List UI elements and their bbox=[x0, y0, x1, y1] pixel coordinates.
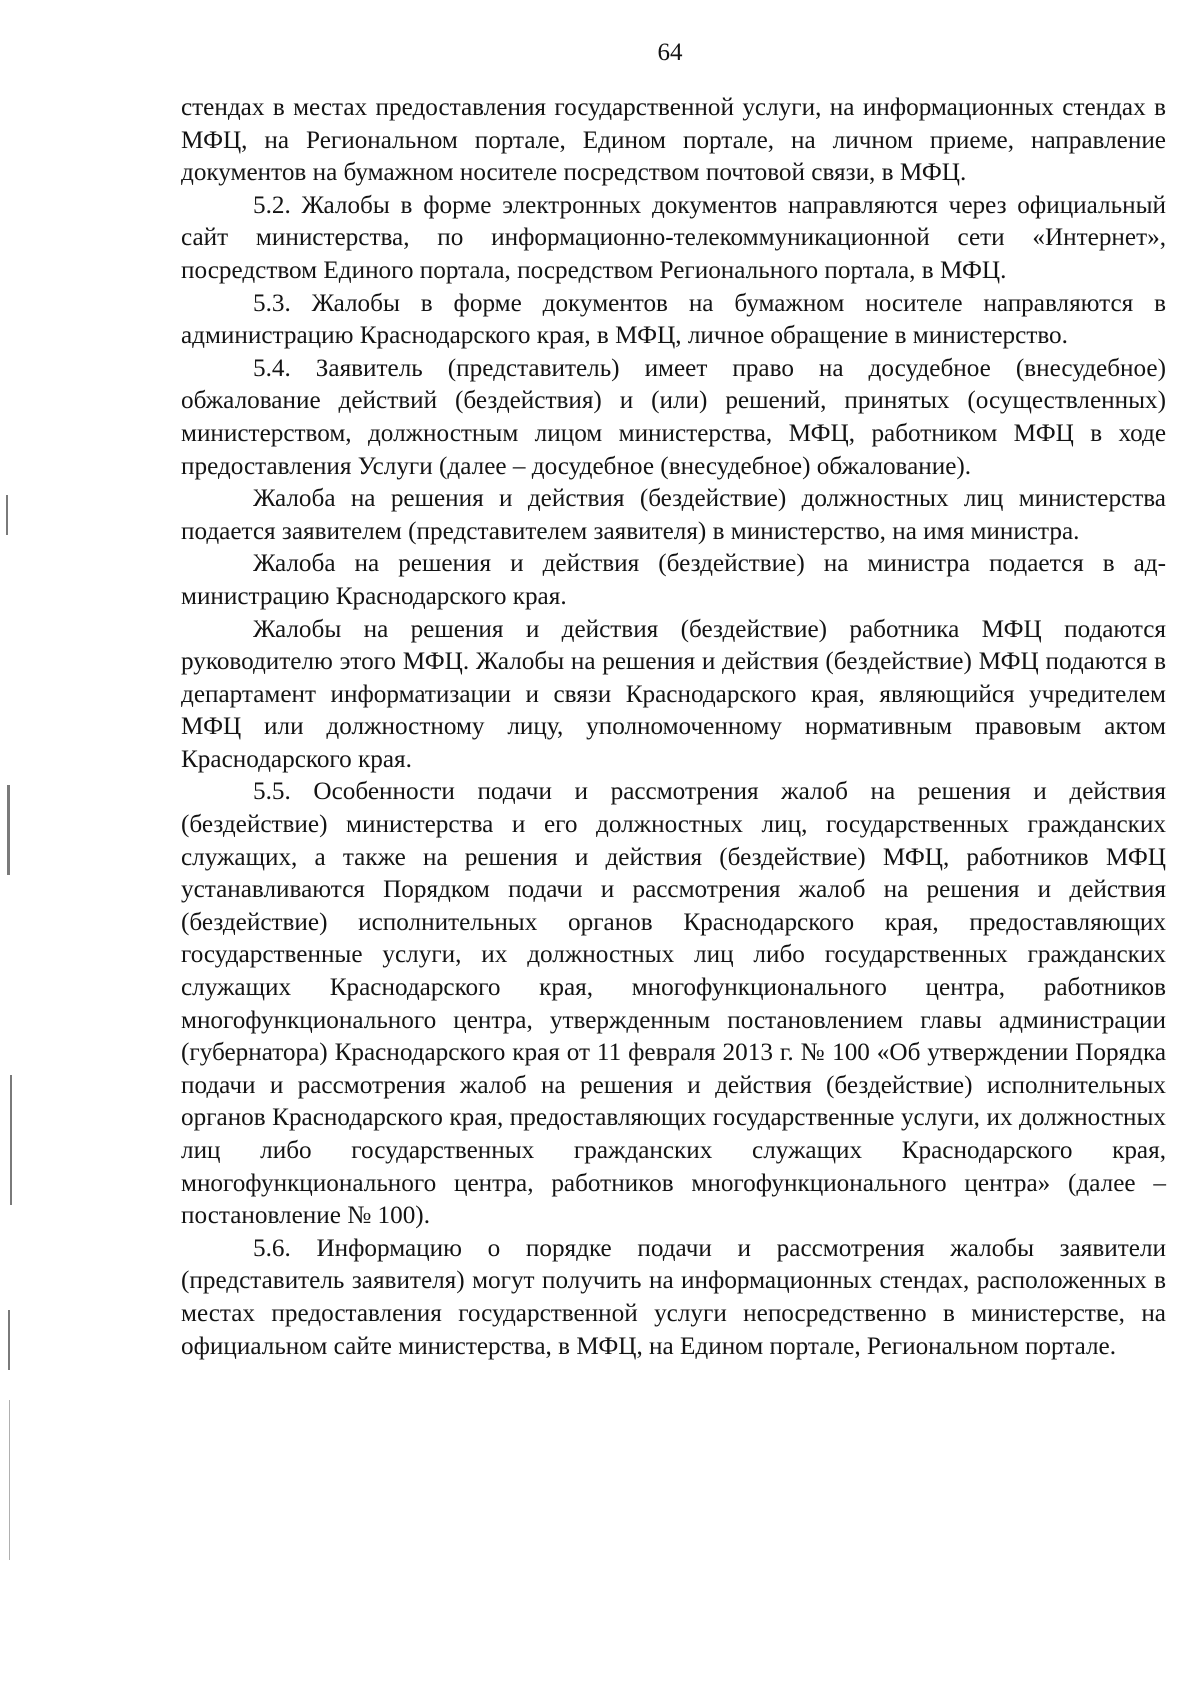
paragraph: Жалобы на решения и действия (бездействие) работника МФЦ подаются руководителю этого МФЦ. Жалобы на решения и действия (бездействие) МФЦ подаются в департамент информатизации и связи Краснодарского края, являющийся учредителем МФЦ или должностному лицу, уполномоченному нормативным правовым актом Краснодарского края. bbox=[181, 615, 1166, 773]
paragraph: 5.5. Особенности подачи и рассмотрения жалоб на решения и действия (бездействие) министерства и его должностных лиц, государственных гражданских служащих, а также на решения и действия (бездействие) МФЦ, работников МФЦ устанавливаются Порядком подачи и рассмотрения жалоб на решения и действия (бездействие) исполнительных органов Краснодарского края, предоставляющих государственные услуги, их должностных лиц либо государственных гражданских служащих Краснодарского края, многофункционального центра, работников многофункционального центра, утвержденным постановлением главы администрации (губернатора) Краснодарского края от 11 февраля 2013 г. № 100 «Об утверждении Порядка подачи и рассмотрения жалоб на решения и действия (бездействие) исполнительных органов Краснодарского края, предоставляющих государственные услуги, их должностных лиц либо государственных гражданских служащих Краснодарского края, многофункционального центра, работников многофункционального центра» (далее – постановление № 100). bbox=[181, 778, 1166, 1230]
page-number: 64 bbox=[657, 39, 683, 66]
scan-artifact bbox=[10, 1075, 12, 1205]
scan-artifact bbox=[9, 1400, 10, 1560]
paragraph: 5.3. Жалобы в форме документов на бумажном носителе направляются в администрацию Краснодарского края, в МФЦ, личное обращение в министерство. bbox=[181, 289, 1166, 350]
paragraph: Жалоба на решения и действия (бездействие) должностных лиц министерства подается заявителем (представителем заявителя) в министерство, на имя министра. bbox=[181, 485, 1166, 545]
scan-artifact bbox=[7, 785, 10, 875]
document-body bbox=[181, 92, 1166, 1363]
scan-artifact bbox=[6, 495, 8, 535]
scan-artifact bbox=[8, 1310, 10, 1370]
paragraph: Жалоба на решения и действия (бездействие) на министра подается в администрацию Краснодарского края. bbox=[181, 550, 1166, 610]
paragraph: 5.2. Жалобы в форме электронных документов направляются через официальный сайт министерства, по информационно-телекоммуникационной сети «Интернет», посредством Единого портала, посредством Регионального портала, в МФЦ. bbox=[181, 191, 1166, 284]
paragraph: 5.6. Информацию о порядке подачи и рассмотрения жалобы заявители (представитель заявителя) могут получить на информационных стендах, расположенных в местах предоставления государственной услуги непосредственно в министерстве, на официальном сайте министерства, в МФЦ, на Едином портале, Региональном портале. bbox=[181, 1234, 1166, 1360]
paragraph: 5.4. Заявитель (представитель) имеет право на досудебное (внесудебное) обжалование действий (бездействия) и (или) решений, принятых (осуществленных) министерством, должностным лицом министерства, МФЦ, работником МФЦ в ходе предоставления Услуги (далее – досудебное (внесудебное) обжалование). bbox=[181, 354, 1166, 480]
paragraph: стендах в местах предоставления государственной услуги, на информационных стендах в МФЦ, на Региональном портале, Едином портале, на личном приеме, направление документов на бумажном носителе посредством почтовой связи, в МФЦ. bbox=[181, 94, 1166, 187]
